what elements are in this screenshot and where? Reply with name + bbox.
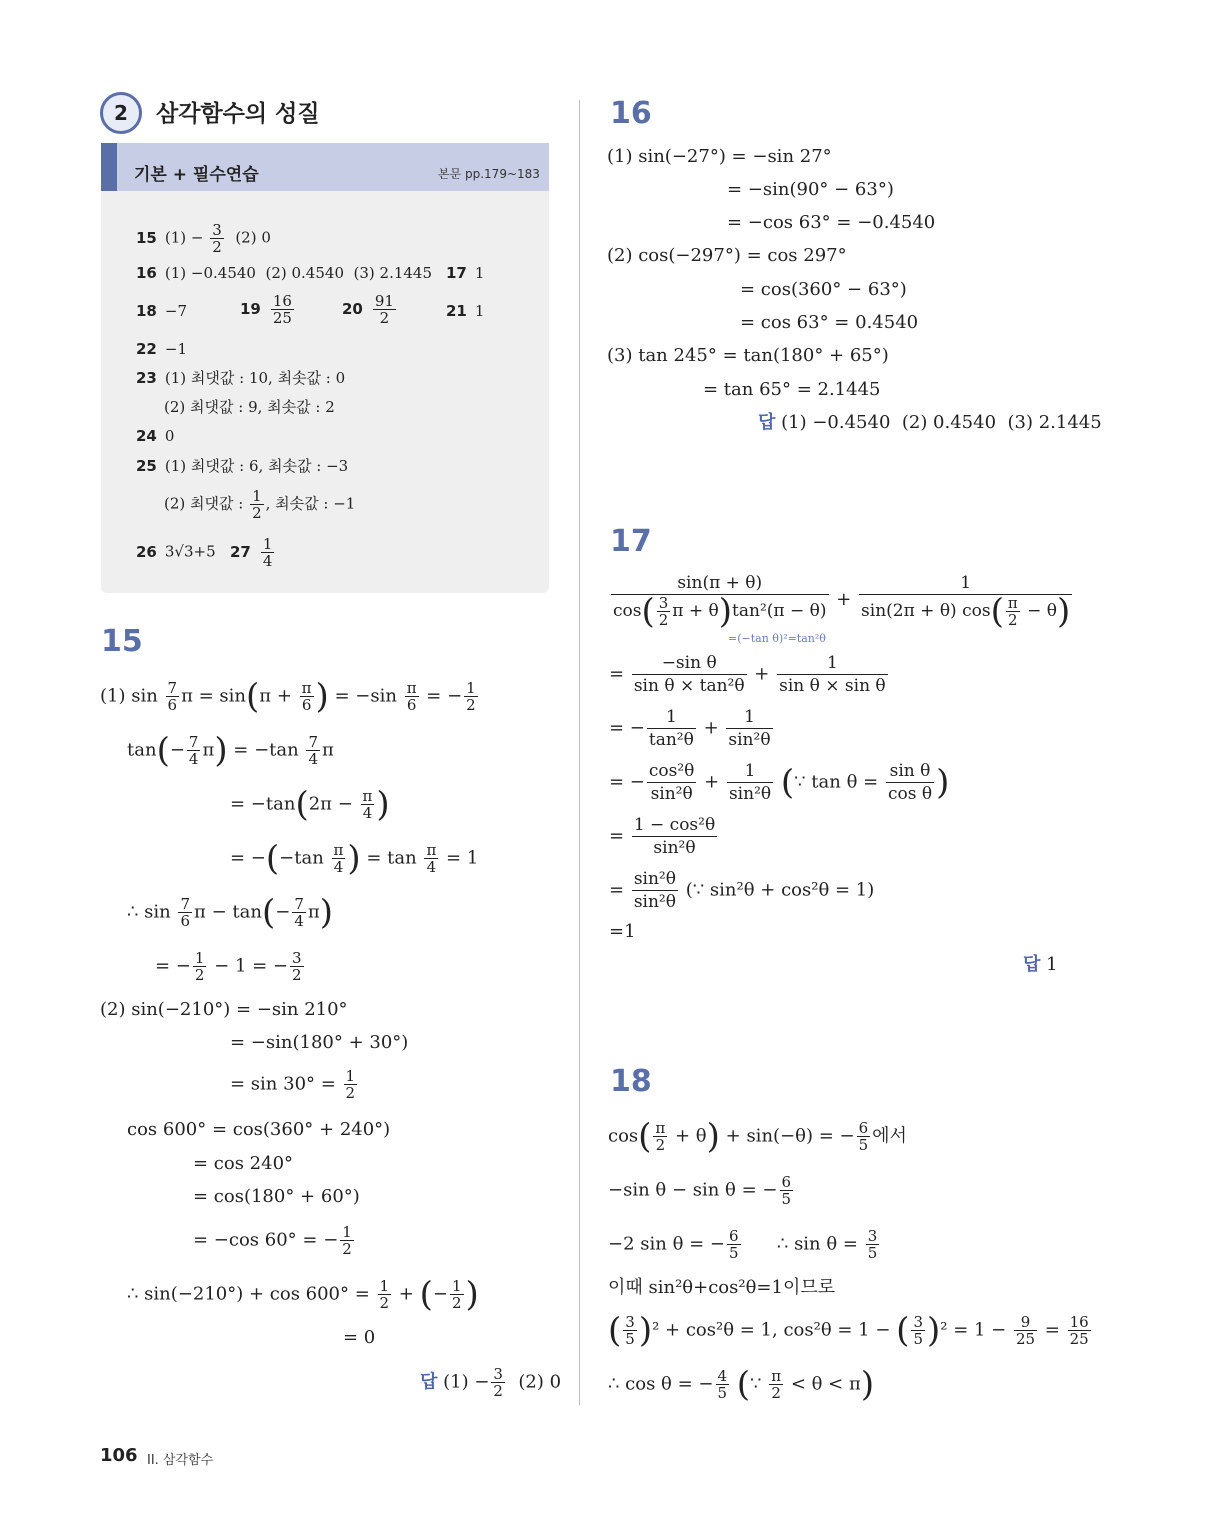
solution-line: (1) sin(−27°) = −sin 27° (607, 146, 832, 167)
solution-line: (3) tan 245° = tan(180° + 65°) (607, 345, 889, 366)
solution-line: = − $\frac{1}{2}$ − 1 = − $\frac{3}{2}$ (155, 949, 302, 984)
answer-line: 답 (1) −0.4540 (2) 0.4540 (3) 2.1445 (758, 412, 1102, 433)
solution-line: = −cos 63° = −0.4540 (727, 212, 936, 233)
solution-line: = $\frac{\text{−sin θ}}{\text{sin θ × tan²θ}}$ + $\frac{1}{\text{sin θ × sin θ}}$ (609, 653, 886, 696)
page-number: 106 (100, 1445, 138, 1466)
box-row: 18 −7 (136, 302, 187, 320)
solution-line: = cos(180° + 60°) (193, 1186, 360, 1207)
column-divider (579, 100, 580, 1405)
box-row: (2) 최댓값 : $\frac{1}{2}$ , 최솟값 : −1 (164, 487, 356, 522)
solution-line: = −tan(2π − $\frac{\pi}{4}$ ) (230, 784, 390, 825)
box-row: 25 (1) 최댓값 : 6, 최솟값 : −3 (136, 457, 349, 475)
box-row: 21 1 (446, 302, 485, 320)
solution-line: = −sin(90° − 63°) (727, 179, 894, 200)
solution-line: = − $\frac{\text{cos²θ}}{\text{sin²θ}}$ + $\frac{1}{\text{sin²θ}}$ (∵ tan θ = $\frac{\text{sin θ}}{\text{cos θ}}$ ) (609, 761, 950, 804)
solution-line: −2 sin θ = − $\frac{6}{5}$ ∴ sin θ = $\frac{3}{5}$ (608, 1227, 878, 1262)
solution-line: ∴ cos θ = − $\frac{4}{5}$ (∵ $\frac{\pi}{2}$ < θ < π) (608, 1364, 875, 1405)
solution-line: = −cos 60° = − $\frac{1}{2}$ (193, 1223, 352, 1258)
solution-line: ( $\frac{3}{5}$ )² + cos²θ = 1, cos²θ = 1 − ( $\frac{3}{5}$ )² = 1 − $\frac{9}{25}$ = $\frac{16}{25}$ (608, 1310, 1089, 1351)
solution-line: = tan 65° = 2.1445 (703, 379, 881, 400)
answer-box-title: 기본 + 필수연습 (134, 165, 259, 185)
solution-line: = 0 (343, 1327, 376, 1348)
box-row: 19 $\frac{16}{25}$ (240, 292, 292, 327)
box-row: 23 (1) 최댓값 : 10, 최솟값 : 0 (136, 369, 346, 387)
box-row: 17 1 (446, 264, 485, 282)
solution-line: 이때 sin²θ+cos²θ=1이므로 (608, 1277, 836, 1298)
problem-number: 18 (610, 1064, 652, 1099)
solution-line: (2) sin(−210°) = −sin 210° (100, 999, 348, 1020)
solution-line: sin(π + θ) cos( $\frac{3}{2}$ π + θ)tan²(π − θ) + 1 sin(2π + θ) cos( $\frac{\pi}{2}$ − θ) (613, 573, 1071, 632)
problem-number: 15 (101, 624, 143, 659)
box-row: 26 3√3+5 27 $\frac{1}{4}$ (136, 535, 273, 570)
solution-line: ∴ sin(−210°) + cos 600° = $\frac{1}{2}$ + (− $\frac{1}{2}$ ) (127, 1274, 479, 1315)
box-row: 15 (1) − $\frac{3}{2}$ (2) 0 (136, 221, 271, 256)
solution-line: =1 (609, 921, 636, 942)
answer-line: 답 (1) − $\frac{3}{2}$ (2) 0 (420, 1365, 562, 1400)
box-row: 16 (1) −0.4540 (2) 0.4540 (3) 2.1445 (136, 264, 433, 282)
answer-box-ref: 본문 pp.179~183 (438, 167, 540, 181)
solution-line: = $\frac{\text{1 − cos²θ}}{\text{sin²θ}}$ (609, 815, 716, 858)
solution-line: = − $\frac{1}{\text{tan²θ}}$ + $\frac{1}{\text{sin²θ}}$ (609, 707, 771, 750)
box-row: 22 −1 (136, 340, 187, 358)
solution-line: cos 600° = cos(360° + 240°) (127, 1119, 391, 1140)
problem-number: 16 (610, 96, 652, 131)
solution-line: cos( $\frac{\pi}{2}$ + θ) + sin(−θ) = − $\frac{6}{5}$ 에서 (608, 1116, 907, 1157)
box-row: 24 0 (136, 427, 175, 445)
answer-line: 답 1 (1023, 954, 1058, 975)
solution-line: = cos(360° − 63°) (740, 279, 907, 300)
solution-line: (2) cos(−297°) = cos 297° (607, 245, 847, 266)
solution-line: tan(− $\frac{7}{4}$ π) = −tan $\frac{7}{4}$ π (127, 730, 334, 771)
chapter-label: II. 삼각함수 (147, 1453, 214, 1468)
box-row: (2) 최댓값 : 9, 최솟값 : 2 (164, 398, 335, 416)
solution-line: = cos 240° (193, 1153, 294, 1174)
box-row: 20 $\frac{91}{2}$ (342, 292, 394, 327)
solution-line: = sin 30° = $\frac{1}{2}$ (230, 1067, 356, 1102)
solution-line: −sin θ − sin θ = − $\frac{6}{5}$ (608, 1173, 792, 1208)
problem-number: 17 (610, 524, 652, 559)
solution-line: = $\frac{\text{sin²θ}}{\text{sin²θ}}$ (∵ sin²θ + cos²θ = 1) (609, 869, 875, 912)
solution-line: (1) sin $\frac{7}{6}$ π = sin(π + $\frac{\pi}{6}$ ) = −sin $\frac{\pi}{6}$ = − $\frac{1}{2}$ (100, 676, 476, 717)
solution-line: = cos 63° = 0.4540 (740, 312, 919, 333)
section-title: 삼각함수의 성질 (156, 101, 320, 127)
annotation: =(−tan θ)²=tan²θ (728, 632, 826, 645)
section-badge: 2 (100, 92, 142, 134)
solution-line: = −sin(180° + 30°) (230, 1032, 409, 1053)
solution-line: ∴ sin $\frac{7}{6}$ π − tan(− $\frac{7}{4}$ π) (127, 892, 333, 933)
solution-line: = −(−tan $\frac{\pi}{4}$ ) = tan $\frac{\pi}{4}$ = 1 (230, 838, 479, 879)
